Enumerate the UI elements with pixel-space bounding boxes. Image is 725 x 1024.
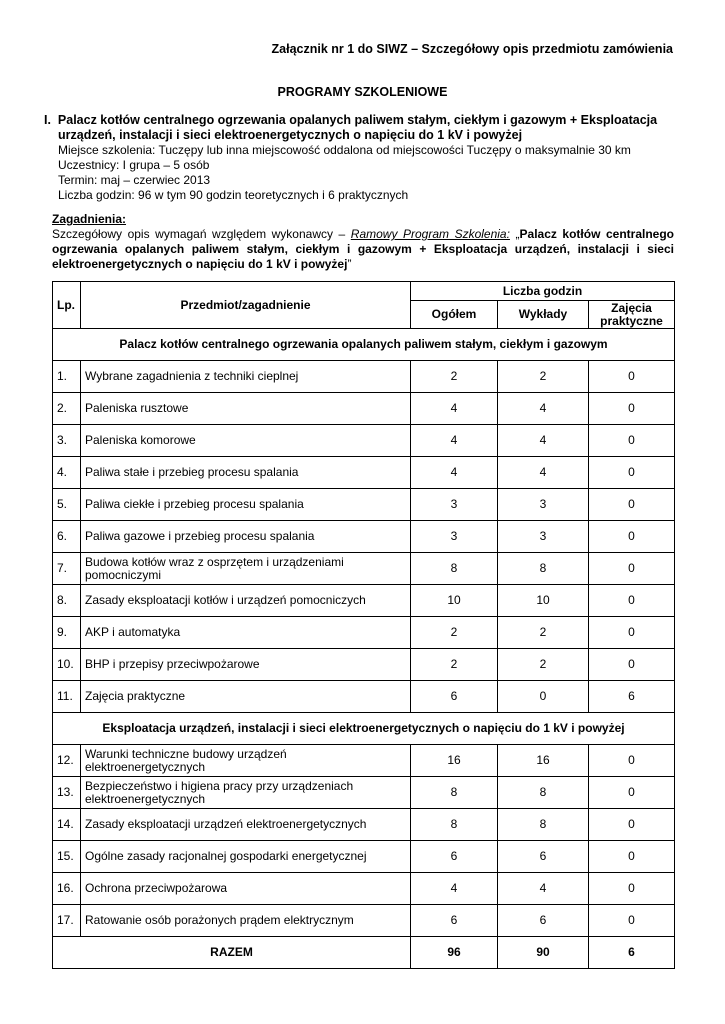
row-subject: Ochrona przeciwpożarowa bbox=[81, 873, 411, 905]
row-lp: 9. bbox=[53, 617, 81, 649]
row-lp: 3. bbox=[53, 425, 81, 457]
row-lectures: 16 bbox=[498, 745, 589, 777]
summary-label: RAZEM bbox=[53, 937, 411, 969]
row-lp: 4. bbox=[53, 457, 81, 489]
row-practical: 0 bbox=[589, 777, 675, 809]
row-lectures: 8 bbox=[498, 809, 589, 841]
summary-row bbox=[53, 937, 675, 969]
hours-count: Liczba godzin: 96 w tym 90 godzin teoretycznych i 6 praktycznych bbox=[58, 188, 409, 202]
row-lectures: 3 bbox=[498, 489, 589, 521]
summary-total: 96 bbox=[411, 937, 498, 969]
description-prefix: Szczegółowy opis wymagań względem wykonawcy – bbox=[52, 227, 351, 241]
term: Termin: maj – czerwiec 2013 bbox=[58, 173, 211, 187]
row-total: 8 bbox=[411, 553, 498, 585]
row-subject: Budowa kotłów wraz z osprzętem i urządzeniami pomocniczymi bbox=[81, 553, 411, 585]
row-total: 10 bbox=[411, 585, 498, 617]
participants: Uczestnicy: I grupa – 5 osób bbox=[58, 158, 210, 172]
table-row bbox=[53, 809, 675, 841]
header-lectures: Wykłady bbox=[498, 301, 589, 329]
section-title-line1: Palacz kotłów centralnego ogrzewania opalanych paliwem stałym, ciekłym i gazowym + Eksploatacja bbox=[57, 113, 658, 127]
row-subject: Ogólne zasady racjonalnej gospodarki energetycznej bbox=[81, 841, 411, 873]
row-subject: Paliwa gazowe i przebieg procesu spalania bbox=[81, 521, 411, 553]
annex-heading: Załącznik nr 1 do SIWZ – Szczegółowy opis przedmiotu zamówienia bbox=[271, 42, 673, 56]
table-row bbox=[53, 745, 675, 777]
row-subject: Bezpieczeństwo i higiena pracy przy urządzeniach elektroenergetycznych bbox=[81, 777, 411, 809]
row-practical: 0 bbox=[589, 617, 675, 649]
row-practical: 6 bbox=[589, 681, 675, 713]
row-practical: 0 bbox=[589, 585, 675, 617]
page-title: PROGRAMY SZKOLENIOWE bbox=[277, 85, 448, 99]
row-subject: Zasady eksploatacji kotłów i urządzeń pomocniczych bbox=[81, 585, 411, 617]
row-lectures: 4 bbox=[498, 425, 589, 457]
table-row bbox=[53, 649, 675, 681]
row-total: 2 bbox=[411, 361, 498, 393]
row-lectures: 8 bbox=[498, 777, 589, 809]
table-row bbox=[53, 617, 675, 649]
row-lectures: 2 bbox=[498, 361, 589, 393]
row-subject: Zasady eksploatacji urządzeń elektroenergetycznych bbox=[81, 809, 411, 841]
table-row bbox=[53, 393, 675, 425]
row-subject: AKP i automatyka bbox=[81, 617, 411, 649]
row-lp: 1. bbox=[53, 361, 81, 393]
table-row bbox=[53, 777, 675, 809]
quote-open: „ bbox=[509, 227, 520, 241]
row-lp: 17. bbox=[53, 905, 81, 937]
row-total: 16 bbox=[411, 745, 498, 777]
header-lp: Lp. bbox=[53, 282, 81, 329]
row-total: 6 bbox=[411, 905, 498, 937]
row-subject: Paleniska komorowe bbox=[81, 425, 411, 457]
row-subject: Wybrane zagadnienia z techniki cieplnej bbox=[81, 361, 411, 393]
row-total: 4 bbox=[411, 457, 498, 489]
row-subject: Warunki techniczne budowy urządzeń elektroenergetycznych bbox=[81, 745, 411, 777]
row-practical: 0 bbox=[589, 425, 675, 457]
training-place: Miejsce szkolenia: Tuczępy lub inna miejscowość oddalona od miejscowości Tuczępy o maksymalnie 30 km bbox=[58, 143, 631, 157]
table-row bbox=[53, 425, 675, 457]
row-practical: 0 bbox=[589, 521, 675, 553]
group-header-row bbox=[53, 713, 675, 745]
row-practical: 0 bbox=[589, 905, 675, 937]
row-subject: Ratowanie osób porażonych prądem elektrycznym bbox=[81, 905, 411, 937]
row-subject: Paliwa ciekłe i przebieg procesu spalania bbox=[81, 489, 411, 521]
header-total: Ogółem bbox=[411, 301, 498, 329]
row-lp: 13. bbox=[53, 777, 81, 809]
row-lp: 15. bbox=[53, 841, 81, 873]
row-lectures: 6 bbox=[498, 841, 589, 873]
row-subject: Zajęcia praktyczne bbox=[81, 681, 411, 713]
row-total: 4 bbox=[411, 393, 498, 425]
row-lp: 2. bbox=[53, 393, 81, 425]
table-row bbox=[53, 361, 675, 393]
row-total: 2 bbox=[411, 617, 498, 649]
row-lectures: 6 bbox=[498, 905, 589, 937]
table-row bbox=[53, 553, 675, 585]
row-lp: 12. bbox=[53, 745, 81, 777]
topics-description bbox=[52, 227, 674, 272]
row-practical: 0 bbox=[589, 361, 675, 393]
table-row bbox=[53, 489, 675, 521]
row-practical: 0 bbox=[589, 393, 675, 425]
group-title: Palacz kotłów centralnego ogrzewania opalanych paliwem stałym, ciekłym i gazowym bbox=[53, 329, 675, 361]
row-practical: 0 bbox=[589, 873, 675, 905]
row-subject: Paleniska rusztowe bbox=[81, 393, 411, 425]
row-lectures: 4 bbox=[498, 873, 589, 905]
row-total: 3 bbox=[411, 489, 498, 521]
row-practical: 0 bbox=[589, 457, 675, 489]
row-lp: 10. bbox=[53, 649, 81, 681]
row-practical: 0 bbox=[589, 649, 675, 681]
section-info bbox=[44, 113, 684, 203]
row-total: 6 bbox=[411, 841, 498, 873]
table-row bbox=[53, 457, 675, 489]
section-title-line2: urządzeń, instalacji i sieci elektroenergetycznych o napięciu do 1 kV i powyżej bbox=[58, 128, 523, 142]
topics-heading: Zagadnienia: bbox=[52, 212, 127, 226]
quote-close: ” bbox=[347, 257, 352, 271]
program-name: Palacz kotłów centralnego ogrzewania opalanych paliwem stałym, ciekłym i gazowym + Eksploatacja urządzeń, instalacji i sieci elektroenergetycznych o napięciu do 1 kV i powyżej bbox=[52, 227, 674, 271]
row-practical: 0 bbox=[589, 489, 675, 521]
row-total: 8 bbox=[411, 809, 498, 841]
row-lp: 7. bbox=[53, 553, 81, 585]
row-lp: 14. bbox=[53, 809, 81, 841]
row-total: 8 bbox=[411, 777, 498, 809]
row-lp: 8. bbox=[53, 585, 81, 617]
row-lectures: 4 bbox=[498, 393, 589, 425]
row-total: 6 bbox=[411, 681, 498, 713]
row-total: 4 bbox=[411, 873, 498, 905]
summary-practical: 6 bbox=[589, 937, 675, 969]
row-total: 3 bbox=[411, 521, 498, 553]
row-practical: 0 bbox=[589, 809, 675, 841]
header-practical: Zajęcia praktyczne bbox=[589, 301, 675, 329]
table-row bbox=[53, 585, 675, 617]
row-lectures: 10 bbox=[498, 585, 589, 617]
row-lectures: 2 bbox=[498, 649, 589, 681]
table-row bbox=[53, 873, 675, 905]
table-row bbox=[53, 841, 675, 873]
table-row bbox=[53, 905, 675, 937]
row-lp: 6. bbox=[53, 521, 81, 553]
row-lp: 16. bbox=[53, 873, 81, 905]
row-lp: 11. bbox=[53, 681, 81, 713]
row-lp: 5. bbox=[53, 489, 81, 521]
table-row bbox=[53, 521, 675, 553]
training-program-table bbox=[52, 281, 675, 969]
row-total: 4 bbox=[411, 425, 498, 457]
summary-lectures: 90 bbox=[498, 937, 589, 969]
row-practical: 0 bbox=[589, 745, 675, 777]
header-subject: Przedmiot/zagadnienie bbox=[81, 282, 411, 329]
row-subject: Paliwa stałe i przebieg procesu spalania bbox=[81, 457, 411, 489]
row-lectures: 4 bbox=[498, 457, 589, 489]
row-practical: 0 bbox=[589, 841, 675, 873]
topics-section bbox=[52, 212, 674, 272]
row-practical: 0 bbox=[589, 553, 675, 585]
row-lectures: 3 bbox=[498, 521, 589, 553]
row-lectures: 8 bbox=[498, 553, 589, 585]
row-lectures: 0 bbox=[498, 681, 589, 713]
row-lectures: 2 bbox=[498, 617, 589, 649]
table-row bbox=[53, 681, 675, 713]
row-total: 2 bbox=[411, 649, 498, 681]
group-title: Eksploatacja urządzeń, instalacji i sieci elektroenergetycznych o napięciu do 1 kV i powyżej bbox=[53, 713, 675, 745]
section-number: I. bbox=[44, 113, 51, 127]
header-hours: Liczba godzin bbox=[411, 282, 675, 301]
program-label: Ramowy Program Szkolenia: bbox=[350, 227, 510, 241]
row-subject: BHP i przepisy przeciwpożarowe bbox=[81, 649, 411, 681]
group-header-row bbox=[53, 329, 675, 361]
